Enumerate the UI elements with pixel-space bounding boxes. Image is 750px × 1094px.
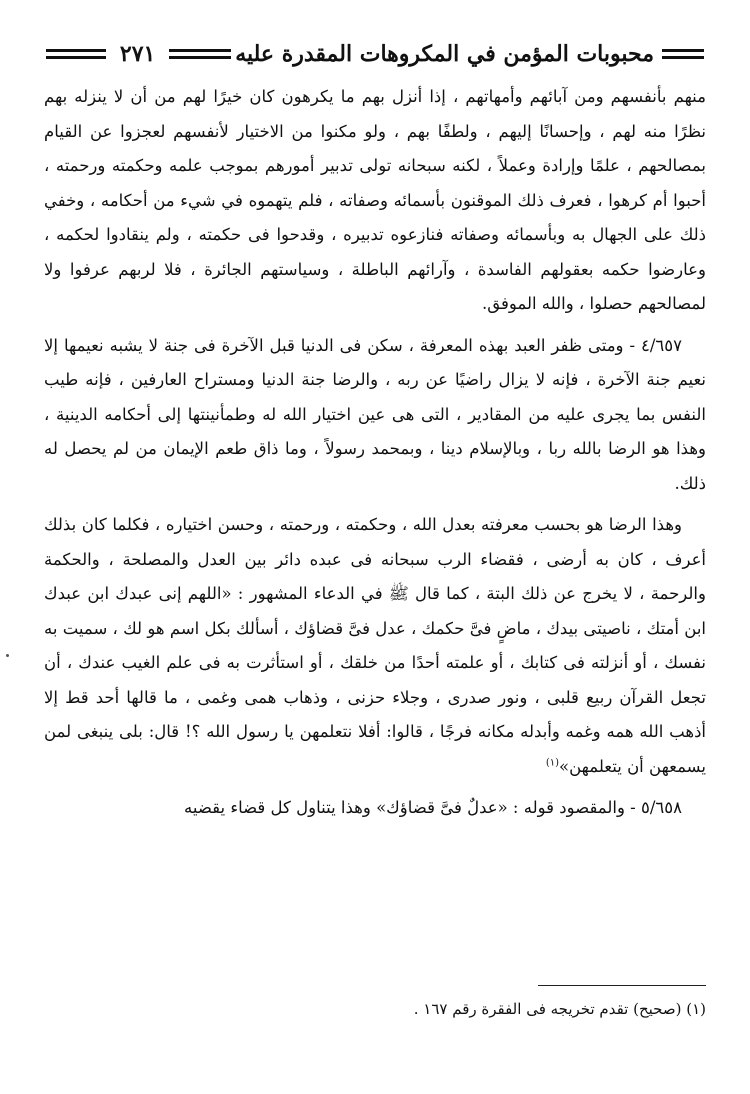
paragraph-1: منهم بأنفسهم ومن آبائهم وأمهاتهم ، إذا أنزل بهم ما يكرهون كان خيرًا لهم من أن لا ينزله بهم نظرًا منه لهم ، وإحسانًا إليهم ، ولطفًا بهم ، ولو مكنوا من الاختيار لأنفسهم لعجزوا عن القيام بمصالحهم ، علمًا وإرادة وعملاً ، لكنه سبحانه تولى تدبير أمورهم بموجب علمه وحكمته ورحمته ، أحبوا أم كرهوا ، فعرف ذلك الموقنون بأسمائه وصفاته ، فلم يتهموه في شيء من أحكامه ، وخفي ذلك على الجهال به وبأسمائه وصفاته فنازعوه تدبيره ، وقدحوا فى حكمته ، ولم ينقادوا لحكمه ، وعارضوا حكمه بعقولهم الفاسدة ، وآرائهم الباطلة ، وسياستهم الجائرة ، فلا لربهم عرفوا ولا لمصالحهم حصلوا ، والله الموفق. — [44, 87, 706, 313]
paragraph-3 — [44, 508, 706, 784]
margin-mark — [6, 654, 9, 657]
paragraph-2: ٤/٦٥٧ - ومتى ظفر العبد بهذه المعرفة ، سكن فى الدنيا قبل الآخرة فى جنة لا يشبه نعيمها إلا نعيم جنة الآخرة ، فإنه لا يزال راضيًا عن ربه ، والرضا جنة الدنيا ومستراح العارفين ، فإنه طيب النفس بما يجرى عليه من المقادير ، التى هى عين اختيار الله له وطمأنينتها إلى أحكامه الدينية ، وهذا هو الرضا بالله ربا ، وبالإسلام دينا ، وبمحمد رسولاً ، وما ذاق طعم الإيمان من لم يحصل له ذلك. — [44, 335, 706, 493]
footnote-separator — [538, 985, 706, 986]
header-rule-left — [46, 49, 106, 59]
running-header — [46, 36, 704, 72]
paragraph-3-text: وهذا الرضا هو بحسب معرفته بعدل الله ، وحكمته ، ورحمته ، وحسن اختياره ، فكلما كان بذلك أعرف ، كان به أرضى ، فقضاء الرب سبحانه فى عبده دائر بين العدل والمصلحة ، والحكمة والرحمة ، لا يخرج عن ذلك البتة ، كما قال ﷺ في الدعاء المشهور : «اللهم إنى عبدك ابن عبدك ابن أمتك ، ناصيتى بيدك ، ماضٍ فىَّ حكمك ، عدل فىَّ قضاؤك ، أسألك بكل اسم هو لك ، سميت به نفسك ، أو أنزلته فى كتابك ، أو علمته أحدًا من خلقك ، أو استأثرت به فى علم الغيب عندك ، أن تجعل القرآن ربيع قلبى ، ونور صدرى ، وجلاء حزنى ، وذهاب همى وغمى ، ما قالها أحد قط إلا أذهب الله همه وغمه وأبدله مكانه فرجًا ، قالوا: أفلا نتعلمهن يا رسول الله ؟! قال: بلى ينبغى لمن يسمعهن أن يتعلمهن» — [44, 515, 706, 776]
header-rule-right — [662, 49, 704, 59]
header-rule-middle — [169, 49, 231, 59]
body-text — [44, 80, 706, 826]
header-title-group — [235, 41, 704, 67]
page-number: ٢٧١ — [119, 41, 156, 67]
paragraph-4: ٥/٦٥٨ - والمقصود قوله : «عدلٌ فىَّ قضاؤك» وهذا يتناول كل قضاء يقضيه — [184, 798, 682, 817]
footnote-reference: (١) — [545, 757, 560, 768]
footnote: (١) (صحيح) تقدم تخريجه فى الفقرة رقم ١٦٧ . — [413, 1000, 706, 1018]
header-title: محبوبات المؤمن في المكروهات المقدرة عليه — [235, 41, 654, 67]
